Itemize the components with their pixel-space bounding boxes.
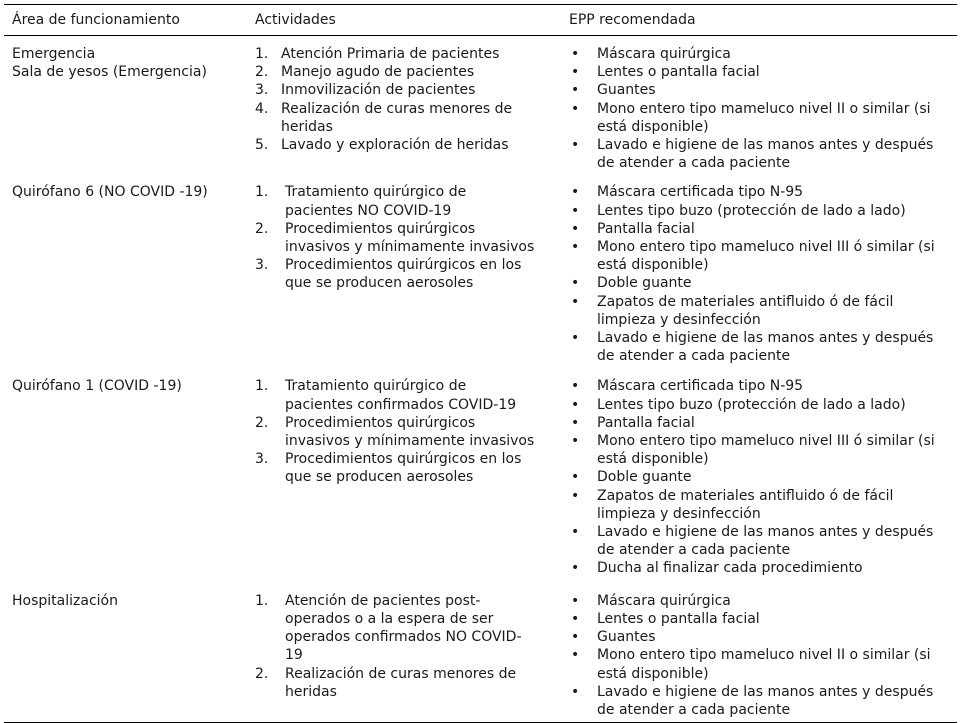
actividad-text: Procedimientos quirúrgicos invasivos y mínimamente invasivos — [285, 414, 535, 450]
epp-text: Ducha al finalizar cada procedimiento — [597, 560, 863, 577]
bullet-icon: • — [571, 647, 580, 664]
epp-text: Pantalla facial — [597, 220, 695, 237]
actividades-cell — [247, 183, 561, 377]
actividades-list — [247, 45, 561, 154]
bullet-icon: • — [571, 100, 580, 117]
list-item — [561, 396, 957, 414]
list-item — [561, 414, 957, 432]
bullet-icon: • — [571, 220, 580, 237]
actividad-text: Lavado y exploración de heridas — [281, 137, 509, 154]
list-item — [247, 63, 561, 81]
list-number: 3. — [255, 451, 269, 468]
epp-text: Zapatos de materiales antifluido ó de fácil limpieza y desinfección — [597, 487, 894, 522]
actividad-text: Realización de curas menores de heridas — [285, 665, 517, 700]
list-number: 1. — [255, 378, 269, 395]
list-item — [247, 100, 561, 136]
epp-text: Lavado e higiene de las manos antes y después de atender a cada paciente — [597, 683, 934, 718]
epp-text: Lentes tipo buzo (protección de lado a lado) — [597, 202, 906, 219]
list-item — [561, 329, 957, 365]
header-actividades: Actividades — [247, 5, 561, 36]
table-row — [4, 592, 957, 723]
list-number: 2. — [255, 220, 269, 237]
actividad-text: Manejo agudo de pacientes — [281, 64, 475, 81]
header-area: Área de funcionamiento — [4, 5, 247, 36]
actividad-text: Tratamiento quirúrgico de pacientes confirmados COVID-19 — [285, 378, 517, 413]
area-cell — [4, 592, 247, 723]
actividades-list — [247, 592, 561, 701]
bullet-icon: • — [571, 414, 580, 431]
actividad-text: Atención Primaria de pacientes — [281, 46, 500, 62]
actividad-text: Procedimientos quirúrgicos en los que se producen aerosoles — [285, 257, 522, 292]
epp-cell — [561, 592, 957, 723]
actividad-text: Procedimientos quirúrgicos en los que se producen aerosoles — [285, 451, 522, 486]
bullet-icon: • — [571, 330, 580, 347]
bullet-icon: • — [571, 629, 580, 646]
list-item — [561, 683, 957, 719]
list-item — [561, 523, 957, 559]
area-cell — [4, 183, 247, 377]
table-body — [4, 36, 957, 723]
bullet-icon: • — [571, 396, 580, 413]
list-item — [561, 432, 957, 468]
list-item — [561, 100, 957, 136]
bullet-icon: • — [571, 184, 580, 201]
list-item — [561, 81, 957, 99]
actividad-text: Tratamiento quirúrgico de pacientes NO COVID-19 — [285, 184, 467, 219]
bullet-icon: • — [571, 293, 580, 310]
epp-table — [4, 4, 957, 723]
epp-text: Máscara certificada tipo N-95 — [597, 378, 804, 395]
list-number: 1. — [255, 184, 269, 201]
list-item — [561, 628, 957, 646]
epp-text: Guantes — [597, 82, 656, 99]
list-item — [561, 646, 957, 682]
bullet-icon: • — [571, 64, 580, 81]
actividades-cell — [247, 592, 561, 723]
list-item — [561, 487, 957, 523]
list-item — [247, 665, 561, 701]
epp-cell — [561, 377, 957, 591]
table-row — [4, 36, 957, 184]
table-row — [4, 183, 957, 377]
area-name: Quirófano 6 (NO COVID -19) — [12, 184, 208, 201]
area-name: Quirófano 1 (COVID -19) — [12, 378, 182, 395]
bullet-icon: • — [571, 239, 580, 256]
list-number: 4. — [255, 100, 269, 117]
bullet-icon: • — [571, 82, 580, 99]
actividades-list — [247, 377, 561, 486]
epp-list — [561, 183, 957, 365]
epp-text: Máscara quirúrgica — [597, 592, 731, 609]
epp-text: Lentes tipo buzo (protección de lado a lado) — [597, 396, 906, 413]
actividades-cell — [247, 36, 561, 184]
epp-text: Lavado e higiene de las manos antes y después de atender a cada paciente — [597, 137, 934, 172]
list-number: 2. — [255, 414, 269, 431]
bullet-icon: • — [571, 487, 580, 504]
epp-text: Pantalla facial — [597, 414, 695, 431]
actividad-text: Procedimientos quirúrgicos invasivos y mínimamente invasivos — [285, 220, 535, 256]
actividad-text: Inmovilización de pacientes — [281, 82, 476, 99]
actividad-text: Atención de pacientes post-operados o a la espera de ser operados confirmados NO COVID-19 — [285, 592, 522, 664]
list-item — [561, 610, 957, 628]
list-number: 1. — [255, 46, 269, 62]
epp-text: Lentes o pantalla facial — [597, 610, 760, 627]
epp-text: Mono entero tipo mameluco nivel II o similar (si está disponible) — [597, 647, 931, 682]
actividades-cell — [247, 377, 561, 591]
epp-text: Doble guante — [597, 275, 692, 292]
header-row — [4, 5, 957, 36]
list-item — [561, 274, 957, 292]
list-item — [247, 220, 561, 256]
epp-cell — [561, 36, 957, 184]
epp-list — [561, 592, 957, 719]
list-item — [561, 45, 957, 63]
list-item — [247, 183, 561, 219]
bullet-icon: • — [571, 202, 580, 219]
list-item — [561, 468, 957, 486]
list-item — [247, 136, 561, 154]
bullet-icon: • — [571, 560, 580, 577]
epp-text: Guantes — [597, 629, 656, 646]
bullet-icon: • — [571, 433, 580, 450]
epp-text: Mono entero tipo mameluco nivel III ó similar (si está disponible) — [597, 433, 935, 468]
epp-text: Mono entero tipo mameluco nivel II o similar (si está disponible) — [597, 100, 931, 135]
epp-list — [561, 377, 957, 577]
table-row — [4, 377, 957, 591]
bullet-icon: • — [571, 592, 580, 609]
epp-text: Lentes o pantalla facial — [597, 64, 760, 81]
epp-list — [561, 45, 957, 172]
epp-text: Doble guante — [597, 469, 692, 486]
epp-text: Mono entero tipo mameluco nivel III ó similar (si está disponible) — [597, 239, 935, 274]
list-item — [561, 293, 957, 329]
list-item — [561, 136, 957, 172]
list-item — [247, 45, 561, 63]
bullet-icon: • — [571, 46, 580, 62]
epp-text: Máscara quirúrgica — [597, 46, 731, 62]
area-name: Emergencia — [12, 46, 96, 62]
list-item — [561, 220, 957, 238]
bullet-icon: • — [571, 469, 580, 486]
list-item — [247, 81, 561, 99]
list-item — [561, 183, 957, 201]
bullet-icon: • — [571, 275, 580, 292]
area-cell — [4, 36, 247, 184]
list-item — [561, 63, 957, 81]
header-epp: EPP recomendada — [561, 5, 957, 36]
list-number: 2. — [255, 665, 269, 682]
epp-text: Zapatos de materiales antifluido ó de fácil limpieza y desinfección — [597, 293, 894, 328]
area-name: Sala de yesos (Emergencia) — [12, 64, 207, 81]
list-item — [247, 256, 561, 292]
epp-text: Máscara certificada tipo N-95 — [597, 184, 804, 201]
list-number: 3. — [255, 82, 269, 99]
list-item — [561, 592, 957, 610]
list-item — [561, 202, 957, 220]
list-item — [561, 559, 957, 577]
list-item — [247, 377, 561, 413]
list-item — [247, 414, 561, 450]
area-cell — [4, 377, 247, 591]
epp-text: Lavado e higiene de las manos antes y después de atender a cada paciente — [597, 330, 934, 365]
bullet-icon: • — [571, 137, 580, 154]
bullet-icon: • — [571, 610, 580, 627]
list-item — [247, 450, 561, 486]
list-item — [561, 238, 957, 274]
bullet-icon: • — [571, 378, 580, 395]
list-item — [247, 592, 561, 665]
list-item — [561, 377, 957, 395]
list-number: 3. — [255, 257, 269, 274]
list-number: 1. — [255, 592, 269, 609]
bullet-icon: • — [571, 524, 580, 541]
area-name: Hospitalización — [12, 592, 118, 609]
bullet-icon: • — [571, 683, 580, 700]
actividad-text: Realización de curas menores de heridas — [281, 100, 513, 135]
list-number: 2. — [255, 64, 269, 81]
actividades-list — [247, 183, 561, 292]
epp-text: Lavado e higiene de las manos antes y después de atender a cada paciente — [597, 524, 934, 559]
list-number: 5. — [255, 137, 269, 154]
epp-cell — [561, 183, 957, 377]
